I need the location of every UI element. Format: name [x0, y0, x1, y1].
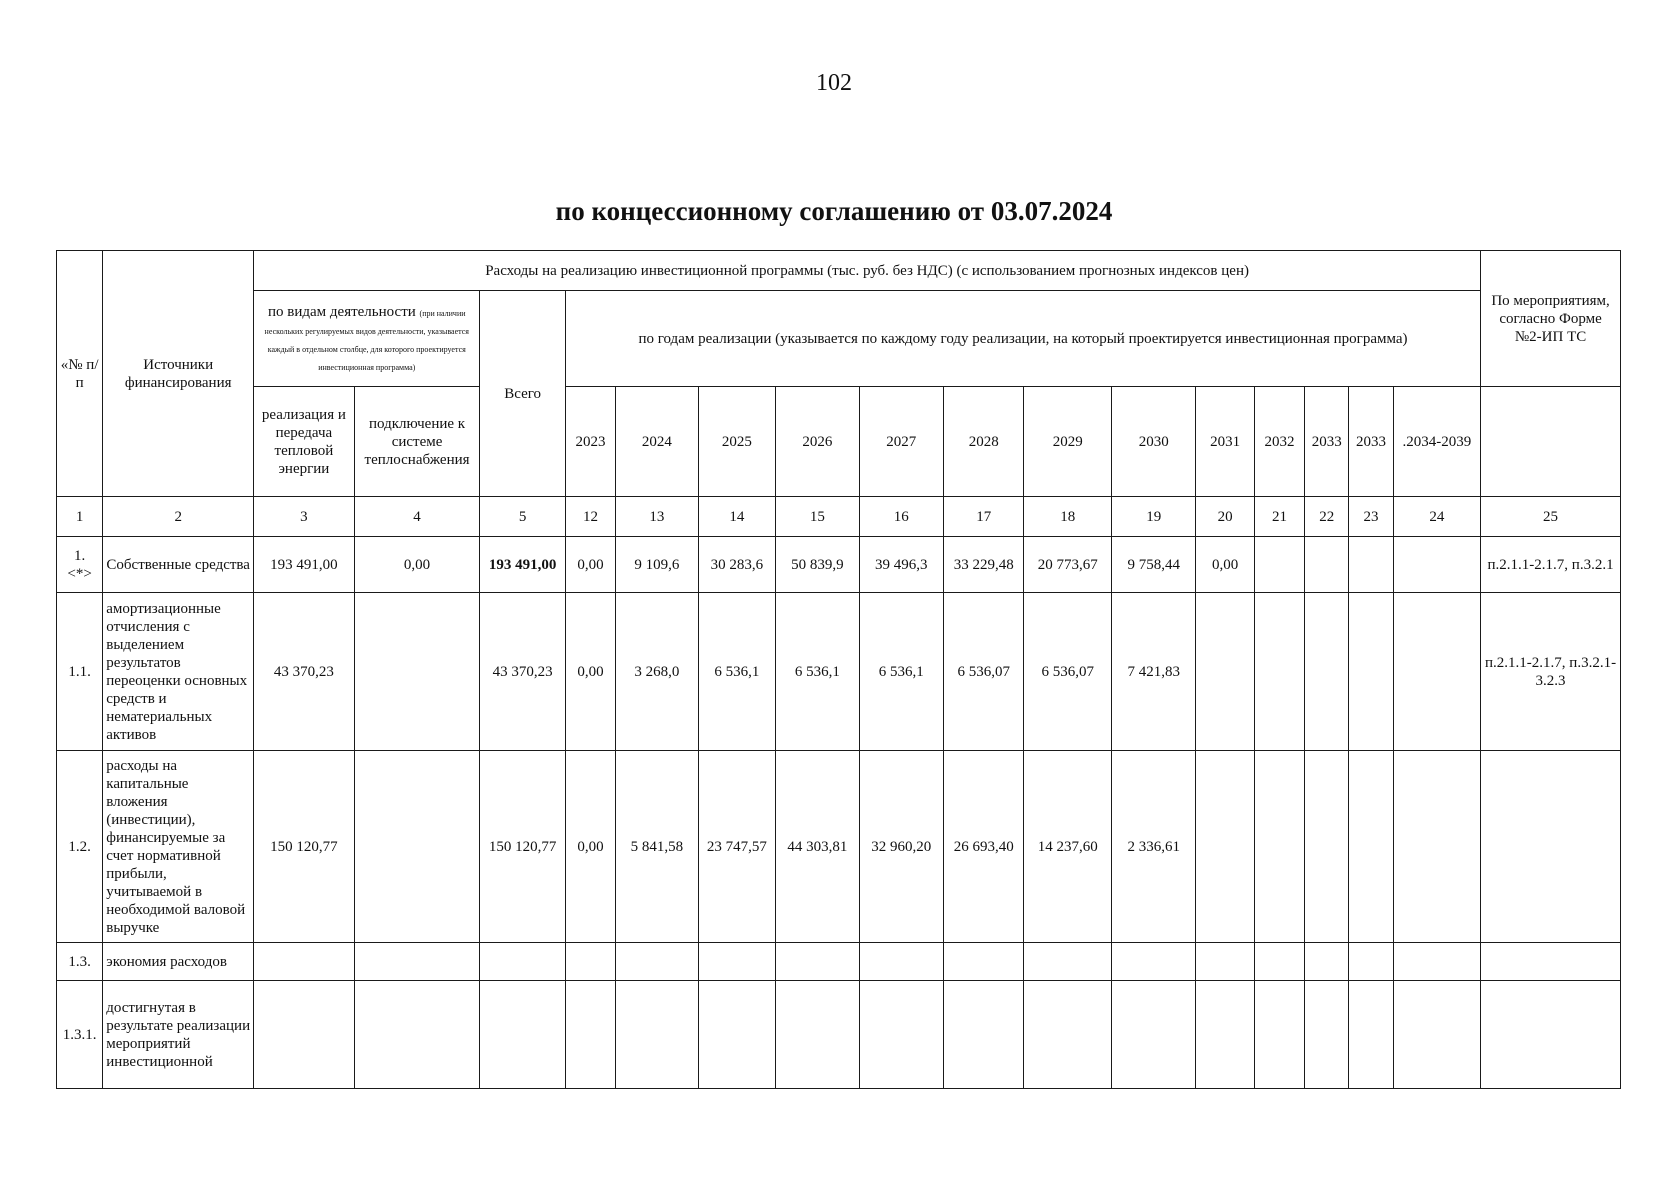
header-by-activity-note: (при наличии нескольких регулируемых видов деятельности, указывается каждый в отдельном столбце, для которого проектируется инвестиционная программа) [264, 308, 469, 372]
header-year: 2028 [944, 387, 1024, 497]
column-number: 17 [944, 497, 1024, 537]
header-source: Источники финансирования [103, 251, 254, 497]
row-value: 0,00 [565, 537, 615, 593]
header-year: 2024 [616, 387, 698, 497]
row-value: 193 491,00 [480, 537, 565, 593]
row-measures [1481, 751, 1621, 943]
row-value [944, 943, 1024, 981]
row-value [1254, 943, 1304, 981]
row-value: 0,00 [354, 537, 480, 593]
row-value [1349, 943, 1393, 981]
row-value [354, 943, 480, 981]
row-value [1111, 981, 1195, 1089]
row-source: расходы на капитальные вложения (инвестиции), финансируемые за счет нормативной прибыли, учитываемой в необходимой валовой выручке [103, 751, 254, 943]
row-value [565, 943, 615, 981]
header-year: 2026 [776, 387, 859, 497]
row-value: 44 303,81 [776, 751, 859, 943]
row-value: 150 120,77 [480, 751, 565, 943]
row-value [1254, 593, 1304, 751]
row-value: 193 491,00 [254, 537, 355, 593]
row-value [1305, 981, 1349, 1089]
table-row [57, 943, 1621, 981]
row-value: 0,00 [565, 751, 615, 943]
row-value: 32 960,20 [859, 751, 943, 943]
row-value [1393, 943, 1481, 981]
header-activity-heat: реализация и передача тепловой энергии [254, 387, 355, 497]
page-number: 102 [816, 70, 852, 96]
row-value [1196, 981, 1254, 1089]
column-number: 25 [1481, 497, 1621, 537]
table-row [57, 751, 1621, 943]
header-by-activity-main: по видам деятельности [267, 303, 416, 320]
column-number: 23 [1349, 497, 1393, 537]
row-value [1349, 751, 1393, 943]
row-value [1393, 981, 1481, 1089]
row-value [354, 751, 480, 943]
column-number: 16 [859, 497, 943, 537]
row-value [1393, 593, 1481, 751]
row-value [944, 981, 1024, 1089]
investment-financing-table [56, 250, 1621, 1089]
row-value [1349, 593, 1393, 751]
row-value: 6 536,1 [698, 593, 775, 751]
row-value: 14 237,60 [1024, 751, 1112, 943]
row-value: 150 120,77 [254, 751, 355, 943]
row-value: 6 536,1 [776, 593, 859, 751]
header-year: 2027 [859, 387, 943, 497]
table-row [57, 537, 1621, 593]
header-year: 2023 [565, 387, 615, 497]
row-measures [1481, 981, 1621, 1089]
row-measures: п.2.1.1-2.1.7, п.3.2.1-3.2.3 [1481, 593, 1621, 751]
row-value [565, 981, 615, 1089]
row-value: 9 758,44 [1111, 537, 1195, 593]
column-number: 18 [1024, 497, 1112, 537]
row-value [254, 943, 355, 981]
row-value: 7 421,83 [1111, 593, 1195, 751]
row-value [1254, 537, 1304, 593]
column-number: 22 [1305, 497, 1349, 537]
header-year: 2030 [1111, 387, 1195, 497]
row-value [1024, 943, 1112, 981]
header-per-measures-blank [1481, 387, 1621, 497]
row-source: достигнутая в результате реализации мероприятий инвестиционной [103, 981, 254, 1089]
row-value [776, 943, 859, 981]
row-value: 0,00 [565, 593, 615, 751]
column-number: 4 [354, 497, 480, 537]
row-value [859, 981, 943, 1089]
row-value [1254, 981, 1304, 1089]
row-value [1196, 943, 1254, 981]
row-value [354, 593, 480, 751]
column-number: 12 [565, 497, 615, 537]
row-value: 6 536,07 [1024, 593, 1112, 751]
row-value: 6 536,1 [859, 593, 943, 751]
row-value [1196, 751, 1254, 943]
row-value [776, 981, 859, 1089]
row-value [1305, 537, 1349, 593]
row-value: 23 747,57 [698, 751, 775, 943]
header-year: 2033 [1349, 387, 1393, 497]
header-num: «№ п/п [57, 251, 103, 497]
row-value: 3 268,0 [616, 593, 698, 751]
row-value: 9 109,6 [616, 537, 698, 593]
row-value: 5 841,58 [616, 751, 698, 943]
row-value [1305, 593, 1349, 751]
row-source: экономия расходов [103, 943, 254, 981]
row-value: 2 336,61 [1111, 751, 1195, 943]
row-value [254, 981, 355, 1089]
header-year: 2033 [1305, 387, 1349, 497]
header-total: Всего [480, 291, 565, 497]
row-source: амортизационные отчисления с выделением результатов переоценки основных средств и нематериальных активов [103, 593, 254, 751]
header-year: 2032 [1254, 387, 1304, 497]
row-value [1196, 593, 1254, 751]
row-value [859, 943, 943, 981]
row-measures: п.2.1.1-2.1.7, п.3.2.1 [1481, 537, 1621, 593]
document-title: по концессионному соглашению от 03.07.2024 [555, 196, 1113, 226]
row-value [480, 981, 565, 1089]
column-number: 1 [57, 497, 103, 537]
row-value: 43 370,23 [480, 593, 565, 751]
column-number: 24 [1393, 497, 1481, 537]
row-value: 43 370,23 [254, 593, 355, 751]
column-number: 19 [1111, 497, 1195, 537]
row-value: 0,00 [1196, 537, 1254, 593]
column-number: 21 [1254, 497, 1304, 537]
table-row [57, 593, 1621, 751]
row-value [1393, 537, 1481, 593]
header-activity-connection: подключение к системе теплоснабжения [354, 387, 480, 497]
row-value: 50 839,9 [776, 537, 859, 593]
column-number: 20 [1196, 497, 1254, 537]
row-number: 1. <*> [57, 537, 103, 593]
row-value: 39 496,3 [859, 537, 943, 593]
row-value [616, 981, 698, 1089]
column-number: 15 [776, 497, 859, 537]
row-value [480, 943, 565, 981]
header-per-measures: По мероприятиям, согласно Форме №2-ИП ТС [1481, 251, 1621, 387]
column-number: 13 [616, 497, 698, 537]
row-value [1024, 981, 1112, 1089]
row-value: 6 536,07 [944, 593, 1024, 751]
row-value [1393, 751, 1481, 943]
header-year: 2031 [1196, 387, 1254, 497]
row-value [1349, 537, 1393, 593]
row-value: 26 693,40 [944, 751, 1024, 943]
row-number: 1.3. [57, 943, 103, 981]
row-number: 1.1. [57, 593, 103, 751]
header-year: .2034-2039 [1393, 387, 1481, 497]
header-by-activity [254, 291, 480, 387]
row-measures [1481, 943, 1621, 981]
row-value [1254, 751, 1304, 943]
column-number: 5 [480, 497, 565, 537]
row-number: 1.2. [57, 751, 103, 943]
row-value [1305, 943, 1349, 981]
row-value [1349, 981, 1393, 1089]
row-value [698, 943, 775, 981]
row-value [616, 943, 698, 981]
column-number: 14 [698, 497, 775, 537]
row-value: 20 773,67 [1024, 537, 1112, 593]
row-value [698, 981, 775, 1089]
column-number: 2 [103, 497, 254, 537]
row-number: 1.3.1. [57, 981, 103, 1089]
row-value: 30 283,6 [698, 537, 775, 593]
row-source: Собственные средства [103, 537, 254, 593]
row-value [1305, 751, 1349, 943]
table-row [57, 981, 1621, 1089]
row-value [1111, 943, 1195, 981]
header-year: 2029 [1024, 387, 1112, 497]
row-value [354, 981, 480, 1089]
header-by-years: по годам реализации (указывается по каждому году реализации, на который проектируется инвестиционная программа) [565, 291, 1480, 387]
column-number: 3 [254, 497, 355, 537]
header-year: 2025 [698, 387, 775, 497]
row-value: 33 229,48 [944, 537, 1024, 593]
header-expenses: Расходы на реализацию инвестиционной программы (тыс. руб. без НДС) (с использованием прогнозных индексов цен) [254, 251, 1481, 291]
